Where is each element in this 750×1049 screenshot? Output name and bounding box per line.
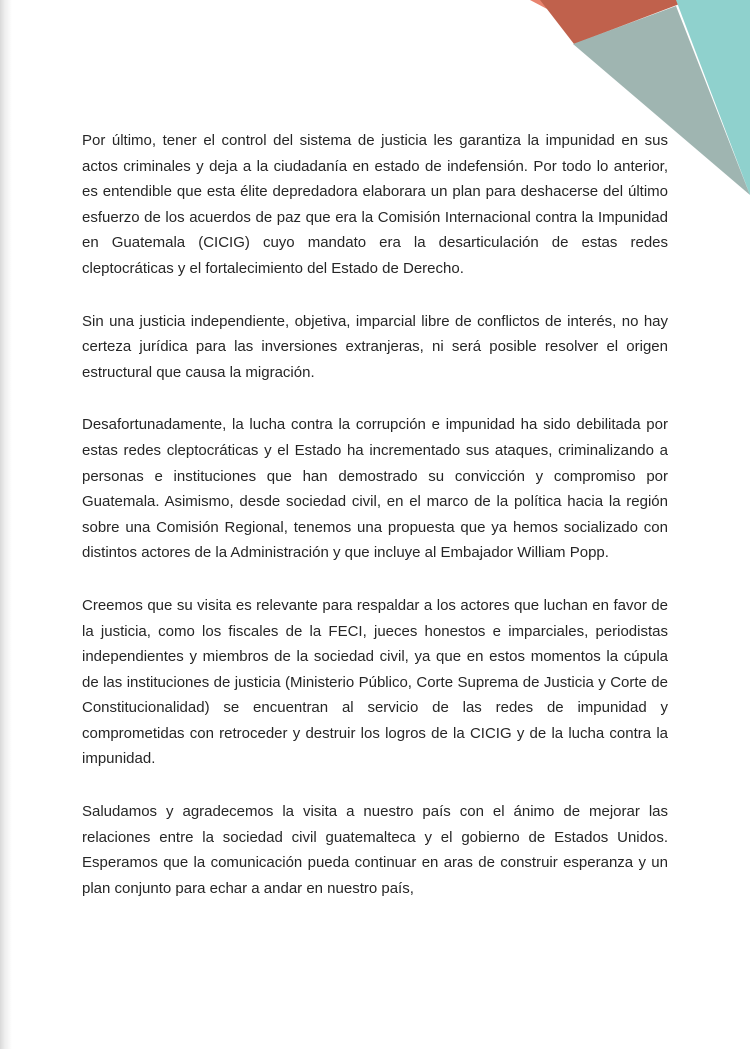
paragraph-impunity-control: Por último, tener el control del sistema de justicia les garantiza la impunidad en sus actos criminales y deja a la ciudadanía en estado de indefensión. Por todo lo anterior, es entendible que esta élite depredadora elaborara un plan para deshacerse del último esfuerzo de los acuerdos de paz que era la Comisión Internacional contra la Impunidad en Guatemala (CICIG) cuyo mandato era la desarticulación de estas redes cleptocráticas y el fortalecimiento del Estado de Derecho.	[82, 132, 668, 277]
letter-body	[82, 128, 668, 901]
paragraph-anticorruption-struggle: Desafortunadamente, la lucha contra la corrupción e impunidad ha sido debilitada por estas redes cleptocráticas y el Estado ha incrementado sus ataques, criminalizando a personas e instituciones que han demostrado su convicción y compromiso por Guatemala. Asimismo, desde sociedad civil, en el marco de la política hacia la región sobre una Comisión Regional, tenemos una propuesta que ya hemos socializado con distintos actores de la Administración y que incluye al Embajador William Popp.	[82, 416, 668, 562]
paragraph-independent-justice: Sin una justicia independiente, objetiva, imparcial libre de conflictos de interés, no hay certeza jurídica para las inversiones extranjeras, ni será posible resolver el origen estructural que causa la migración.	[82, 312, 668, 381]
paragraph-visit-relevance: Creemos que su visita es relevante para respaldar a los actores que luchan en favor de la justicia, como los fiscales de la FECI, jueces honestos e imparciales, periodistas independientes y miembros de la sociedad civil, ya que en estos momentos la cúpula de las instituciones de justicia (Ministerio Público, Corte Suprema de Justicia y Corte de Constitucionalidad) se encuentran al servicio de las redes de impunidad y comprometidas con retroceder y destruir los logros de la CICIG y de la lucha contra la impunidad.	[82, 596, 668, 768]
paragraph-greeting-closing: Saludamos y agradecemos la visita a nuestro país con el ánimo de mejorar las relaciones entre la sociedad civil guatemalteca y el gobierno de Estados Unidos. Esperamos que la comunicación pueda continuar en aras de construir esperanza y un plan conjunto para echar a andar en nuestro país,	[82, 803, 668, 897]
